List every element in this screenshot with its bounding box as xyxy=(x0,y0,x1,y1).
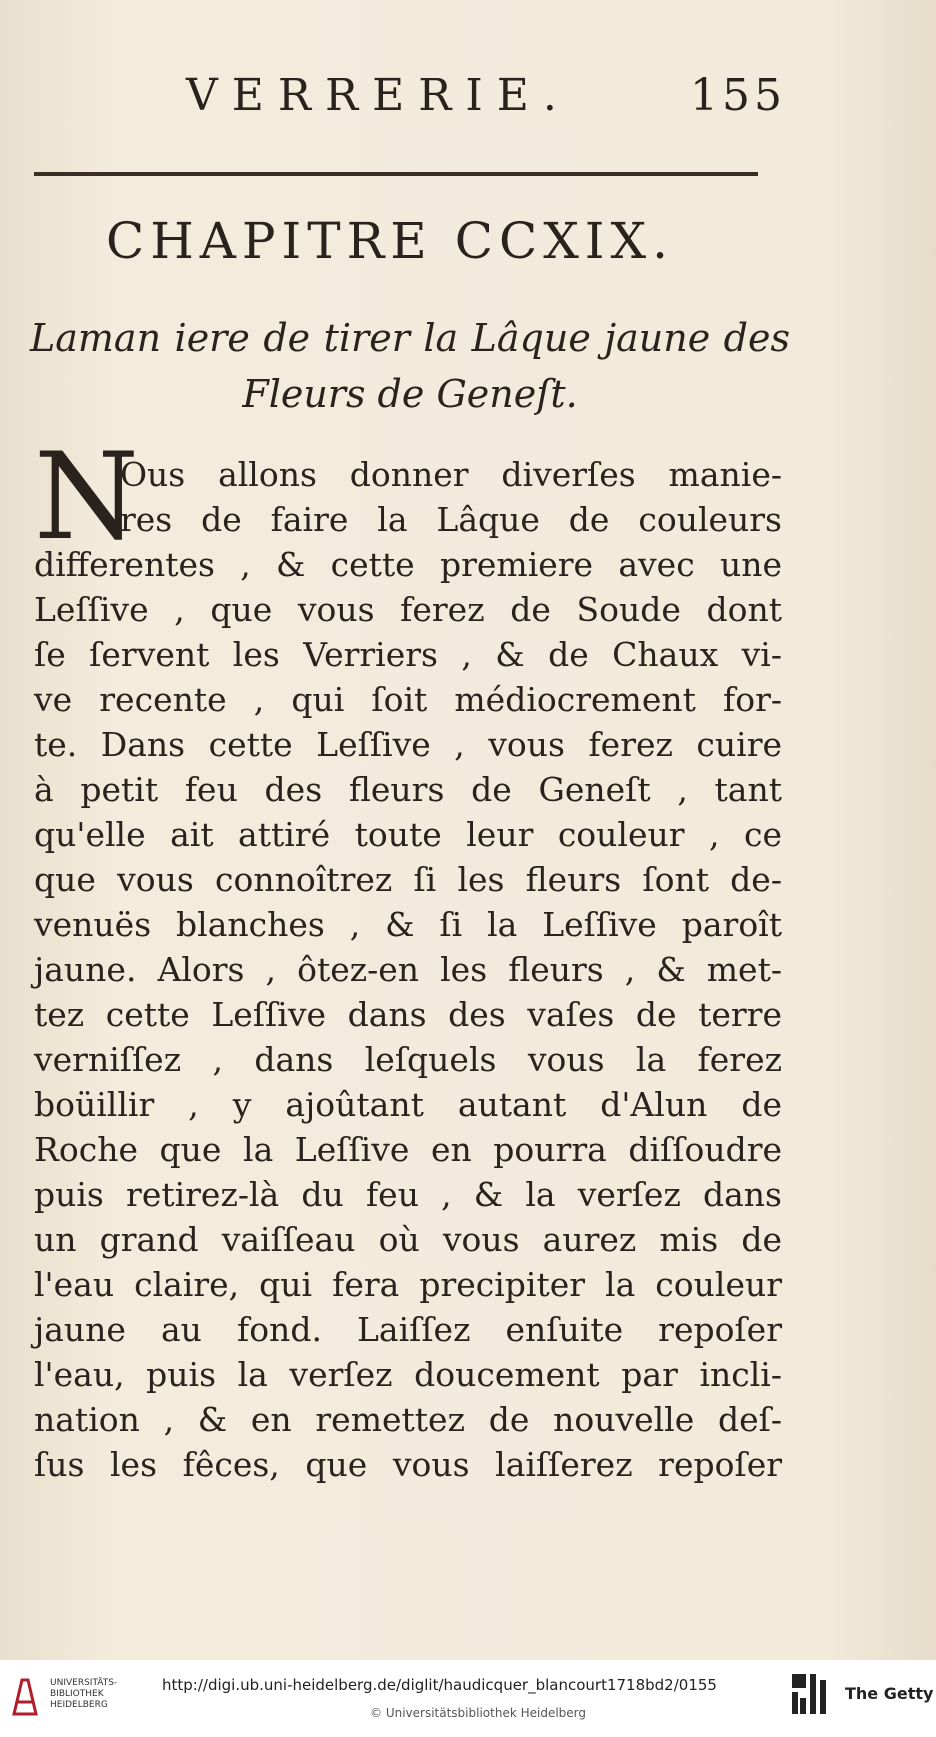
getty-label: The Getty xyxy=(845,1684,934,1703)
text-line: ve recente , qui ſoit médiocrement for- xyxy=(34,680,782,719)
library-name xyxy=(50,1678,117,1711)
text-line: differentes , & cette premiere avec une xyxy=(34,545,782,584)
text-line: venuës blanches , & ſi la Leſſive paroît xyxy=(34,905,782,944)
subtitle-line-2: Fleurs de Geneſt. xyxy=(242,372,578,416)
university-seal-icon xyxy=(10,1674,40,1720)
viewer-footer xyxy=(0,1660,936,1737)
running-head-title: VERRERIE. xyxy=(186,70,571,121)
library-name-line: HEIDELBERG xyxy=(50,1700,108,1710)
text-line: ſe ſervent les Verriers , & de Chaux vi- xyxy=(34,635,782,674)
text-line: à petit feu des fleurs de Geneſt , tant xyxy=(34,770,782,809)
library-name-line: UNIVERSITÄTS- xyxy=(50,1678,118,1688)
text-line: res de faire la Lâque de couleurs xyxy=(120,500,782,539)
copyright-notice: © Universitätsbibliothek Heidelberg xyxy=(370,1706,587,1720)
text-line: te. Dans cette Leſſive , vous ferez cuire xyxy=(34,725,782,764)
text-line: tez cette Leſſive dans des vaſes de terre xyxy=(34,995,782,1034)
running-head xyxy=(186,70,786,130)
body-text xyxy=(34,452,782,1487)
drop-cap: N xyxy=(34,428,139,567)
text-line: l'eau, puis la verſez doucement par incli- xyxy=(34,1355,782,1394)
page-number: 155 xyxy=(690,70,786,121)
source-url-link[interactable]: http://digi.ub.uni-heidelberg.de/diglit/haudicquer_blancourt1718bd2/0155 xyxy=(162,1676,717,1694)
text-line: que vous connoîtrez ſi les fleurs ſont de- xyxy=(34,860,782,899)
text-line: un grand vaiſſeau où vous aurez mis de xyxy=(34,1220,782,1259)
subtitle-line-1: Laman iere de tirer la Lâque jaune des xyxy=(30,316,790,360)
text-line: puis retirez-là du feu , & la verſez dans xyxy=(34,1175,782,1214)
library-name-line: BIBLIOTHEK xyxy=(50,1689,104,1699)
text-line: ſus les fêces, que vous laiſſerez repoſer xyxy=(34,1445,782,1484)
chapter-title: CHAPITRE CCXIX. xyxy=(105,212,675,270)
text-line: Ous allons donner diverſes manie- xyxy=(120,455,782,494)
text-line: nation , & en remettez de nouvelle deſ- xyxy=(34,1400,782,1439)
getty-logo-icon xyxy=(790,1672,830,1718)
text-line: jaune au fond. Laiſſez enſuite repoſer xyxy=(34,1310,782,1349)
text-line: l'eau claire, qui fera precipiter la couleur xyxy=(34,1265,782,1304)
text-line: boüillir , y ajoûtant autant d'Alun de xyxy=(34,1085,782,1124)
text-line: jaune. Alors , ôtez-en les fleurs , & met- xyxy=(34,950,782,989)
chapter-subtitle xyxy=(30,310,790,422)
text-line: verniſſez , dans leſquels vous la ferez xyxy=(34,1040,782,1079)
text-line: Leſſive , que vous ferez de Soude dont xyxy=(34,590,782,629)
header-rule xyxy=(34,172,758,176)
text-line: qu'elle ait attiré toute leur couleur , ce xyxy=(34,815,782,854)
text-line: Roche que la Leſſive en pourra diſſoudre xyxy=(34,1130,782,1169)
